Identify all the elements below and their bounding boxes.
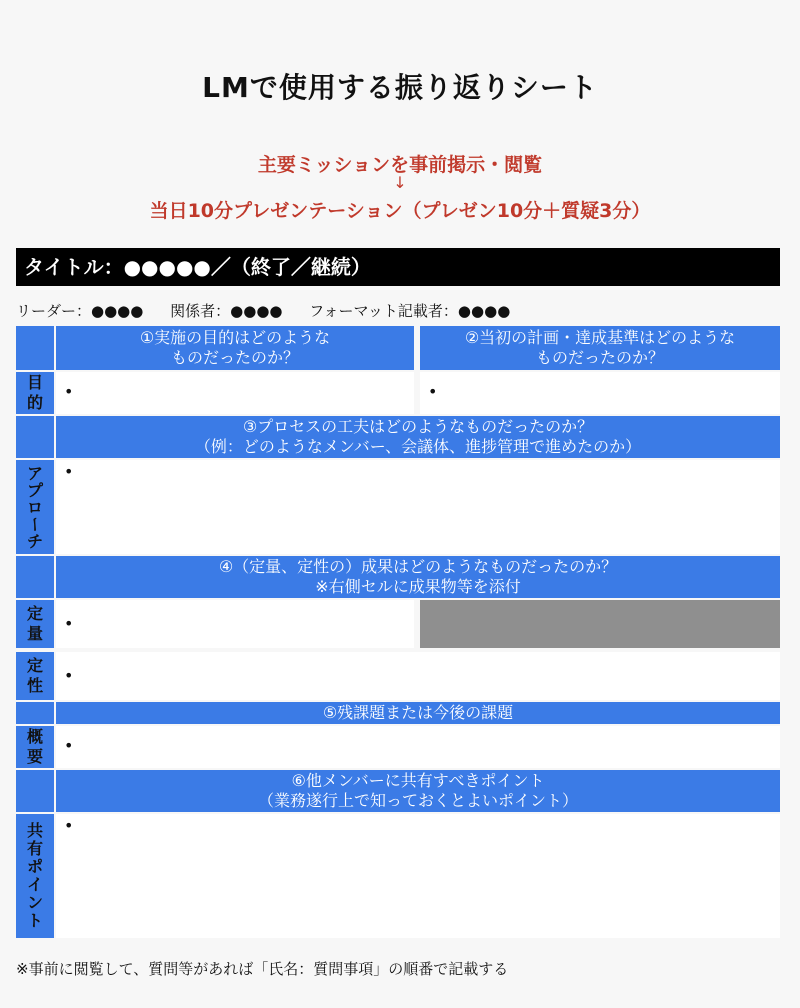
side-char: ア bbox=[27, 463, 44, 483]
question-5-line-1: ⑤残課題または今後の課題 bbox=[322, 703, 514, 722]
question-6-line-2: （業務遂行上で知っておくとよいポイント） bbox=[257, 791, 578, 810]
side-char: ー bbox=[25, 515, 45, 533]
quantitative-input[interactable] bbox=[56, 600, 414, 648]
question-1-header bbox=[56, 326, 414, 370]
corner-cell bbox=[16, 556, 54, 598]
question-2-line-1: ②当初の計画・達成基準はどのような bbox=[464, 328, 736, 347]
corner-cell bbox=[16, 770, 54, 812]
share-points-input[interactable] bbox=[56, 814, 780, 938]
side-char: 性 bbox=[27, 676, 44, 695]
question-6-line-1: ⑥他メンバーに共有すべきポイント bbox=[291, 771, 545, 790]
side-char: 共 bbox=[27, 821, 44, 840]
question-3-line-1: ③プロセスの工夫はどのようなものだったのか？ bbox=[242, 417, 594, 436]
qualitative-input[interactable] bbox=[56, 652, 780, 700]
side-label-share-points bbox=[16, 814, 54, 938]
attachment-cell[interactable] bbox=[420, 600, 780, 648]
side-char: 目 bbox=[27, 373, 44, 392]
side-char: 要 bbox=[27, 747, 44, 766]
question-4-line-2: ※右側セルに成果物等を添付 bbox=[315, 577, 521, 596]
side-char: イ bbox=[27, 875, 44, 894]
bullet: • bbox=[428, 382, 438, 401]
side-char: 有 bbox=[27, 839, 44, 858]
side-char: 定 bbox=[27, 656, 44, 675]
meta-row bbox=[16, 300, 796, 321]
footer-note: ※事前に閲覧して、質問等があれば「氏名：質問事項」の順番で記載する bbox=[16, 960, 509, 978]
page-title: LMで使用する振り返りシート bbox=[202, 71, 598, 104]
summary-input[interactable] bbox=[56, 726, 780, 768]
side-char: ト bbox=[27, 911, 44, 930]
bullet: • bbox=[64, 736, 74, 755]
question-3-header bbox=[56, 416, 780, 458]
side-label-qualitative bbox=[16, 652, 54, 700]
side-char: 定 bbox=[27, 604, 44, 623]
question-1-line-2: ものだったのか？ bbox=[170, 348, 299, 367]
bullet: • bbox=[64, 614, 74, 633]
purpose-input[interactable] bbox=[56, 372, 414, 414]
question-2-header bbox=[420, 326, 780, 370]
mission-line-1: 主要ミッションを事前掲示・閲覧 bbox=[257, 154, 543, 176]
side-label-purpose bbox=[16, 372, 54, 414]
bullet: • bbox=[64, 666, 74, 685]
side-char: ポ bbox=[27, 857, 44, 876]
side-char: ン bbox=[27, 893, 44, 912]
bullet: • bbox=[64, 816, 74, 835]
corner-cell bbox=[16, 702, 54, 724]
question-2-line-2: ものだったのか？ bbox=[535, 348, 664, 367]
title-bar: タイトル：●●●●●／（終了／継続） bbox=[16, 248, 780, 286]
side-label-quantitative bbox=[16, 600, 54, 648]
side-label-summary bbox=[16, 726, 54, 768]
side-char: チ bbox=[27, 531, 44, 551]
question-1-line-1: ①実施の目的はどのような bbox=[139, 328, 331, 347]
corner-cell bbox=[16, 416, 54, 458]
approach-input[interactable] bbox=[56, 460, 780, 554]
format-writer-field: フォーマット記載者：●●●● bbox=[309, 302, 511, 320]
side-char: 的 bbox=[27, 393, 44, 412]
corner-cell bbox=[16, 326, 54, 370]
question-4-header bbox=[56, 556, 780, 598]
question-6-header bbox=[56, 770, 780, 812]
question-3-line-2: （例：どのようなメンバー、会議体、進捗管理で進めたのか） bbox=[194, 437, 642, 456]
side-label-approach bbox=[16, 460, 54, 554]
side-char: ロ bbox=[27, 497, 44, 517]
side-char: 概 bbox=[27, 727, 44, 746]
plan-input[interactable] bbox=[420, 372, 780, 414]
side-char: プ bbox=[27, 480, 44, 500]
question-5-header bbox=[56, 702, 780, 724]
mission-line-2: 当日10分プレゼンテーション（プレゼン10分＋質疑3分） bbox=[149, 200, 651, 222]
leader-field: リーダー：●●●● bbox=[16, 302, 144, 320]
bullet: • bbox=[64, 382, 74, 401]
related-field: 関係者：●●●● bbox=[170, 302, 283, 320]
side-char: 量 bbox=[27, 624, 44, 643]
bullet: • bbox=[64, 462, 74, 481]
question-4-line-1: ④（定量、定性の）成果はどのようなものだったのか？ bbox=[218, 557, 618, 576]
arrow-down-icon: ↓ bbox=[393, 173, 407, 192]
